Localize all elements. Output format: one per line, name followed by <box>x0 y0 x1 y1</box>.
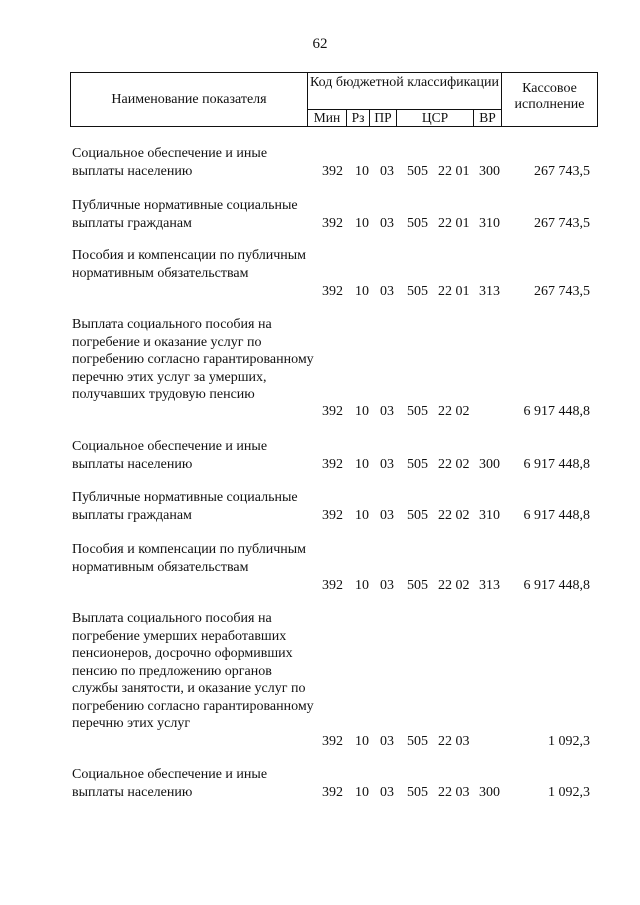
row-min: 392 <box>322 733 343 749</box>
row-amount: 6 917 448,8 <box>523 456 590 472</box>
row-min: 392 <box>322 577 343 593</box>
row-pr: 03 <box>380 283 394 299</box>
row-vr: 310 <box>479 215 500 231</box>
header-name-label: Наименование показателя <box>111 91 267 107</box>
row-csr-item: 22 02 <box>438 507 470 523</box>
row-pr: 03 <box>380 456 394 472</box>
row-csr-program: 505 <box>407 507 428 523</box>
row-rz: 10 <box>355 507 369 523</box>
row-csr-program: 505 <box>407 784 428 800</box>
header-min-cell: Мин <box>307 109 347 127</box>
page-number: 62 <box>312 36 328 52</box>
table-row <box>0 766 640 801</box>
row-name: Социальное обеспечение и иные выплаты населению <box>72 767 268 800</box>
row-rz: 10 <box>355 456 369 472</box>
header-rz-cell: Рз <box>346 109 370 127</box>
row-rz: 10 <box>355 403 369 419</box>
row-vr: 300 <box>479 163 500 179</box>
row-csr-item: 22 03 <box>438 733 470 749</box>
table-row <box>0 438 640 473</box>
row-name: Выплата социального пособия на погребение умерших неработавших пенсионеров, досрочно оформивших пенсию по предложению органов службы занятости, и оказание услуг по погребению согласно гарантированному перечню этих услуг <box>72 611 314 731</box>
row-rz: 10 <box>355 163 369 179</box>
table-row <box>0 145 640 180</box>
row-min: 392 <box>322 784 343 800</box>
row-min: 392 <box>322 403 343 419</box>
table-row <box>0 316 640 420</box>
row-rz: 10 <box>355 733 369 749</box>
table-row <box>0 610 640 750</box>
row-csr-item: 22 02 <box>438 456 470 472</box>
row-vr: 300 <box>479 784 500 800</box>
header-csr-cell: ЦСР <box>396 109 474 127</box>
row-name: Пособия и компенсации по публичным нормативным обязательствам <box>72 542 307 575</box>
table-row <box>0 197 640 232</box>
table-row <box>0 541 640 594</box>
row-csr-program: 505 <box>407 456 428 472</box>
row-csr-program: 505 <box>407 283 428 299</box>
row-pr: 03 <box>380 403 394 419</box>
row-vr: 313 <box>479 577 500 593</box>
row-csr-item: 22 03 <box>438 784 470 800</box>
header-cash-cell <box>501 72 598 127</box>
row-csr-item: 22 02 <box>438 403 470 419</box>
row-rz: 10 <box>355 283 369 299</box>
row-name: Социальное обеспечение и иные выплаты населению <box>72 146 268 179</box>
row-amount: 267 743,5 <box>534 283 590 299</box>
table-row <box>0 247 640 300</box>
row-min: 392 <box>322 283 343 299</box>
row-csr-item: 22 02 <box>438 577 470 593</box>
row-csr-item: 22 01 <box>438 163 470 179</box>
row-name: Пособия и компенсации по публичным нормативным обязательствам <box>72 248 307 281</box>
row-pr: 03 <box>380 733 394 749</box>
row-name: Публичные нормативные социальные выплаты гражданам <box>72 490 298 523</box>
header-code-group-label: Код бюджетной классификации <box>310 75 499 90</box>
row-pr: 03 <box>380 784 394 800</box>
row-rz: 10 <box>355 215 369 231</box>
row-csr-item: 22 01 <box>438 283 470 299</box>
row-min: 392 <box>322 163 343 179</box>
row-min: 392 <box>322 507 343 523</box>
row-rz: 10 <box>355 577 369 593</box>
row-min: 392 <box>322 456 343 472</box>
header-cash-label: Кассовое исполнение <box>514 81 585 112</box>
row-pr: 03 <box>380 577 394 593</box>
row-name: Публичные нормативные социальные выплаты гражданам <box>72 198 298 231</box>
row-amount: 267 743,5 <box>534 163 590 179</box>
row-rz: 10 <box>355 784 369 800</box>
row-amount: 6 917 448,8 <box>523 507 590 523</box>
row-pr: 03 <box>380 215 394 231</box>
row-vr: 300 <box>479 456 500 472</box>
row-amount: 6 917 448,8 <box>523 403 590 419</box>
header-vr-cell: ВР <box>473 109 502 127</box>
row-amount: 6 917 448,8 <box>523 577 590 593</box>
row-csr-program: 505 <box>407 733 428 749</box>
row-csr-item: 22 01 <box>438 215 470 231</box>
row-vr: 310 <box>479 507 500 523</box>
row-amount: 1 092,3 <box>548 784 590 800</box>
row-name: Социальное обеспечение и иные выплаты населению <box>72 439 268 472</box>
header-name-cell <box>70 72 308 127</box>
header-code-group-cell <box>307 72 502 110</box>
row-amount: 1 092,3 <box>548 733 590 749</box>
row-csr-program: 505 <box>407 215 428 231</box>
row-csr-program: 505 <box>407 163 428 179</box>
row-vr: 313 <box>479 283 500 299</box>
row-csr-program: 505 <box>407 577 428 593</box>
header-pr-cell: ПР <box>369 109 397 127</box>
row-csr-program: 505 <box>407 403 428 419</box>
table-row <box>0 489 640 524</box>
row-pr: 03 <box>380 507 394 523</box>
row-amount: 267 743,5 <box>534 215 590 231</box>
row-name: Выплата социального пособия на погребение и оказание услуг по погребению согласно гарантированному перечню этих услуг за умерших, получавших трудовую пенсию <box>72 317 314 402</box>
row-min: 392 <box>322 215 343 231</box>
row-pr: 03 <box>380 163 394 179</box>
